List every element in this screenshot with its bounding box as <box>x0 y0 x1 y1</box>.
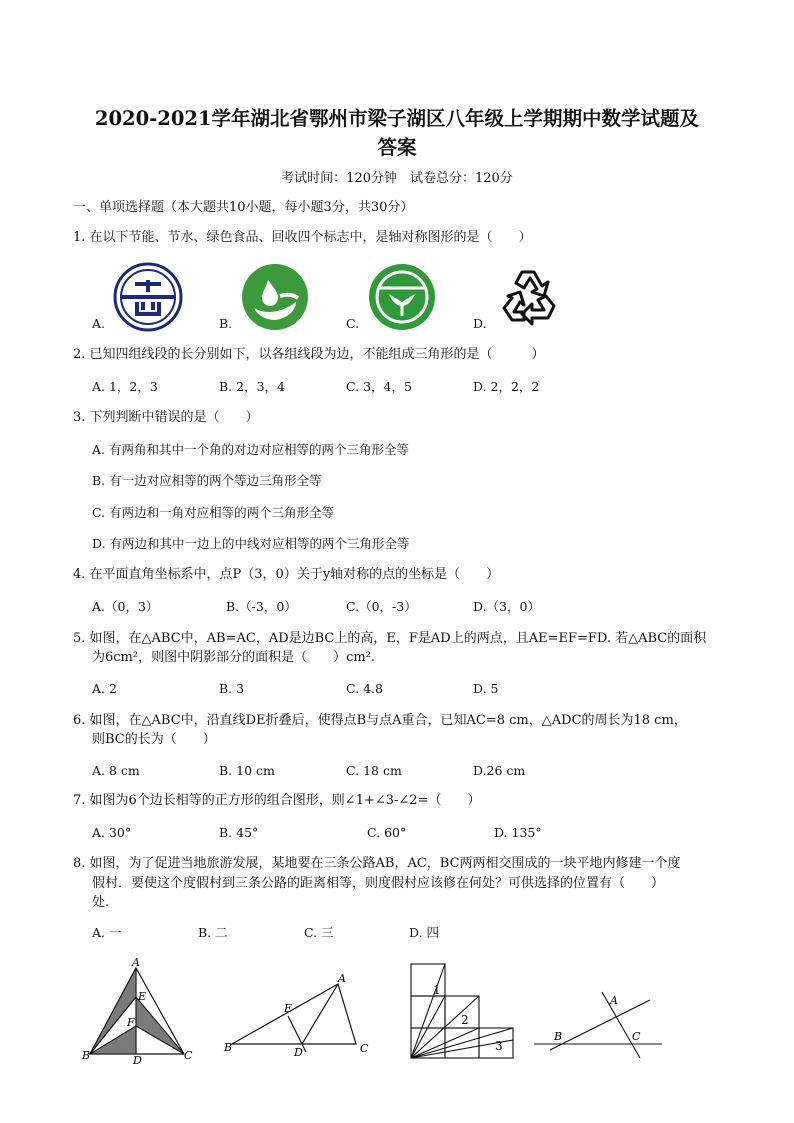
question-5-option-c: C. 4.8 <box>346 681 383 696</box>
question-7-option-d: D. 135° <box>494 825 542 840</box>
label-e: E <box>284 1002 293 1015</box>
question-7-option-a: A. 30° <box>92 825 132 840</box>
question-8-option-b: B. 二 <box>198 925 228 940</box>
question-5-option-b: B. 3 <box>219 681 245 696</box>
question-7-option-c: C. 60° <box>367 825 407 840</box>
question-8-option-d: D. 四 <box>409 925 440 940</box>
label-b: B <box>554 1030 563 1043</box>
label-e: E <box>138 990 147 1003</box>
segment-ad <box>302 984 338 1044</box>
question-4-stem: 4. 在平面直角坐标系中，点P（3，0）关于y轴对称的点的坐标是（ ） <box>73 567 500 582</box>
question-8-stem-line-3: 处. <box>92 895 110 910</box>
question-4-option-a: A.（0，3） <box>92 599 159 614</box>
question-8-option-a: A. 一 <box>92 925 122 940</box>
label-a: A <box>610 994 618 1007</box>
road-ac <box>602 992 640 1058</box>
label-b: B <box>82 1049 91 1062</box>
question-1-option-a: A. <box>92 316 106 331</box>
label-a: A <box>338 972 346 985</box>
question-1-option-d: D. <box>473 316 487 331</box>
exam-title <box>60 104 734 162</box>
question-2-option-b: B. 2，3，4 <box>219 379 285 394</box>
label-d: D <box>133 1054 142 1066</box>
angle-3-label: 3 <box>495 1039 503 1053</box>
section-heading: 一、单项选择题（本大题共10小题，每小题3分，共30分） <box>73 200 414 215</box>
question-5-stem-line-2: 为6cm²，则图中阴影部分的面积是（ ）cm². <box>92 650 376 665</box>
figure-q6-triangle <box>222 972 372 1058</box>
question-2-option-a: A. 1，2，3 <box>92 379 158 394</box>
question-1-option-b: B. <box>219 316 233 331</box>
question-5-stem-line-1: 5. 如图，在△ABC中，AB=AC，AD是边BC上的高，E，F是AD上的两点，且AE=EF=FD. 若△ABC的面积 <box>73 631 707 646</box>
figure-q8-roads <box>530 988 666 1058</box>
label-f: F <box>127 1016 135 1029</box>
shaded-region-2 <box>136 997 184 1054</box>
figure-q7-squares <box>405 960 519 1062</box>
question-1-option-c: C. <box>346 316 360 331</box>
question-4-option-d: D.（3，0） <box>473 599 540 614</box>
question-7-option-b: B. 45° <box>219 825 259 840</box>
label-c: C <box>184 1049 193 1062</box>
question-1-stem: 1. 在以下节能、节水、绿色食品、回收四个标志中，是轴对称图形的是（ ） <box>73 230 532 245</box>
question-2-stem: 2. 已知四组线段的长分别如下，以各组线段为边，不能组成三角形的是（ ） <box>73 347 545 362</box>
question-3-option-d: D. 有两边和其中一边上的中线对应相等的两个三角形全等 <box>92 536 410 551</box>
angle-2-label: 2 <box>461 1013 469 1027</box>
question-2-option-d: D. 2，2，2 <box>473 379 540 394</box>
question-2-option-c: C. 3，4，5 <box>346 379 412 394</box>
question-6-stem-line-1: 6. 如图，在△ABC中，沿直线DE折叠后，使得点B与点A重合，已知AC=8 cm，△ADC的周长为18 cm， <box>73 713 687 728</box>
title-line-2: 答案 <box>377 136 417 159</box>
question-8-option-c: C. 三 <box>304 925 334 940</box>
recycle-logo-icon <box>494 262 564 332</box>
question-7-stem: 7. 如图为6个边长相等的正方形的组合图形，则∠1+∠3-∠2=（ ） <box>73 793 481 808</box>
question-4-option-c: C.（0，-3） <box>346 599 417 614</box>
water-saving-logo-icon <box>240 262 310 332</box>
label-c: C <box>632 1030 641 1043</box>
question-6-stem-line-2: 则BC的长为（ ） <box>92 732 216 747</box>
triangle-abc <box>232 984 356 1044</box>
question-3-option-c: C. 有两边和一角对应相等的两个三角形全等 <box>92 505 335 520</box>
question-8-stem-line-1: 8. 如图，为了促进当地旅游发展，某地要在三条公路AB，AC，BC两两相交围成的一块平地内修建一个度 <box>73 856 681 871</box>
energy-saving-logo-icon <box>113 262 183 332</box>
label-b: B <box>224 1041 233 1054</box>
title-line-1: 2020-2021学年湖北省鄂州市梁子湖区八年级上学期期中数学试题及 <box>94 107 700 130</box>
green-food-logo-icon <box>367 262 437 332</box>
label-c: C <box>360 1042 369 1055</box>
question-5-option-d: D. 5 <box>473 681 499 696</box>
question-6-option-d: D.26 cm <box>473 763 526 778</box>
question-6-option-b: B. 10 cm <box>219 763 275 778</box>
question-3-option-a: A. 有两角和其中一个角的对边对应相等的两个三角形全等 <box>92 442 409 457</box>
question-4-option-b: B.（-3，0） <box>226 599 297 614</box>
question-3-option-b: B. 有一边对应相等的两个等边三角形全等 <box>92 473 322 488</box>
question-5-option-a: A. 2 <box>92 681 117 696</box>
question-6-option-a: A. 8 cm <box>92 763 140 778</box>
question-8-stem-line-2: 假村．要使这个度假村到三条公路的距离相等，则度假村应该修在何处？可供选择的位置有（ ） <box>92 876 665 891</box>
label-d: D <box>294 1046 303 1058</box>
question-3-stem: 3. 下列判断中错误的是（ ） <box>73 410 259 425</box>
angle-1-label: 1 <box>433 983 441 997</box>
label-a: A <box>132 958 140 969</box>
exam-info: 考试时间：120分钟 试卷总分：120分 <box>281 171 513 186</box>
question-6-option-c: C. 18 cm <box>346 763 402 778</box>
figure-q5-triangle <box>80 958 200 1066</box>
